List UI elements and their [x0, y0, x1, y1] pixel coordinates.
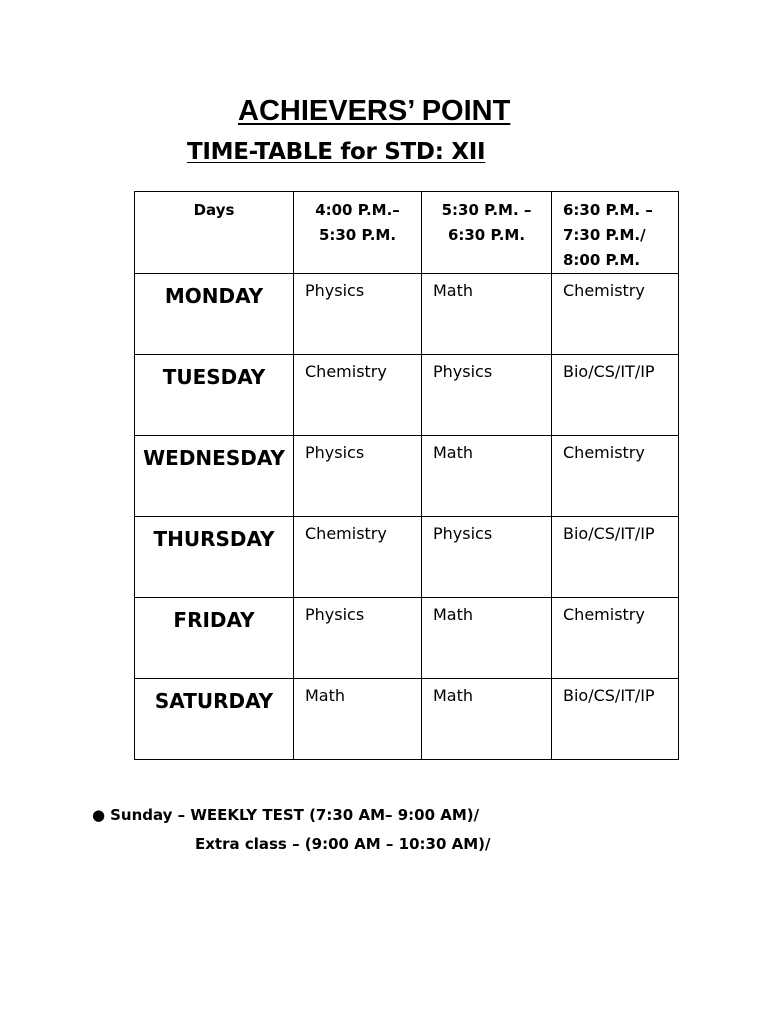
sunday-note: [92, 803, 479, 827]
subject-cell: [422, 517, 552, 598]
day-label: TUESDAY: [162, 365, 266, 389]
day-label: MONDAY: [164, 284, 264, 308]
extra-class-note: Extra class – (9:00 AM – 10:30 AM)/: [195, 835, 491, 853]
subject-label: Math: [433, 605, 474, 624]
header-label: 5:30 P.M. – 6:30 P.M.: [441, 201, 532, 244]
page-title: ACHIEVERS’ POINT: [238, 95, 511, 127]
table-row: [135, 274, 679, 355]
timetable: [134, 191, 679, 760]
day-cell: [135, 355, 294, 436]
subject-label: Bio/CS/IT/IP: [563, 524, 655, 543]
subject-cell: [552, 517, 679, 598]
subject-label: Physics: [305, 605, 365, 624]
subject-cell: [422, 679, 552, 760]
subject-label: Physics: [433, 362, 493, 381]
subject-cell: [552, 355, 679, 436]
table-row: [135, 679, 679, 760]
subject-label: Math: [433, 281, 474, 300]
subject-cell: [552, 598, 679, 679]
day-cell: [135, 274, 294, 355]
table-row: [135, 355, 679, 436]
day-cell: [135, 436, 294, 517]
day-label: THURSDAY: [153, 527, 275, 551]
table-row: [135, 436, 679, 517]
subject-cell: [422, 436, 552, 517]
header-label: Days: [193, 201, 235, 219]
subject-label: Chemistry: [563, 281, 645, 300]
subject-cell: [422, 598, 552, 679]
subject-label: Math: [433, 686, 474, 705]
bullet-icon: ●: [92, 806, 106, 824]
header-label: 4:00 P.M.– 5:30 P.M.: [315, 201, 400, 244]
subject-label: Chemistry: [563, 605, 645, 624]
header-cell-days: [135, 192, 294, 274]
day-label: WEDNESDAY: [143, 446, 285, 470]
subject-cell: [294, 355, 422, 436]
table-row: [135, 598, 679, 679]
subject-label: Bio/CS/IT/IP: [563, 686, 655, 705]
table-header-row: [135, 192, 679, 274]
header-cell-slot-2: [422, 192, 552, 274]
day-label: SATURDAY: [154, 689, 274, 713]
day-label: FRIDAY: [173, 608, 255, 632]
day-cell: [135, 598, 294, 679]
subject-label: Math: [305, 686, 346, 705]
subject-label: Bio/CS/IT/IP: [563, 362, 655, 381]
day-cell: [135, 679, 294, 760]
sunday-note-text: Sunday – WEEKLY TEST (7:30 AM– 9:00 AM)/: [110, 806, 480, 824]
subject-label: Physics: [305, 443, 365, 462]
subject-cell: [294, 679, 422, 760]
subject-cell: [294, 436, 422, 517]
header-cell-slot-3: [552, 192, 679, 274]
subject-label: Chemistry: [305, 362, 387, 381]
subject-cell: [422, 355, 552, 436]
subject-cell: [552, 274, 679, 355]
subject-cell: [552, 679, 679, 760]
subject-label: Chemistry: [305, 524, 387, 543]
table-row: [135, 517, 679, 598]
subject-label: Math: [433, 443, 474, 462]
day-cell: [135, 517, 294, 598]
subject-cell: [422, 274, 552, 355]
subject-cell: [552, 436, 679, 517]
subject-cell: [294, 598, 422, 679]
subject-label: Chemistry: [563, 443, 645, 462]
header-label: 6:30 P.M. – 7:30 P.M./ 8:00 P.M.: [563, 201, 653, 269]
subject-label: Physics: [433, 524, 493, 543]
subject-cell: [294, 517, 422, 598]
subject-cell: [294, 274, 422, 355]
header-cell-slot-1: [294, 192, 422, 274]
subject-label: Physics: [305, 281, 365, 300]
page-subtitle: TIME-TABLE for STD: XII: [187, 139, 486, 165]
